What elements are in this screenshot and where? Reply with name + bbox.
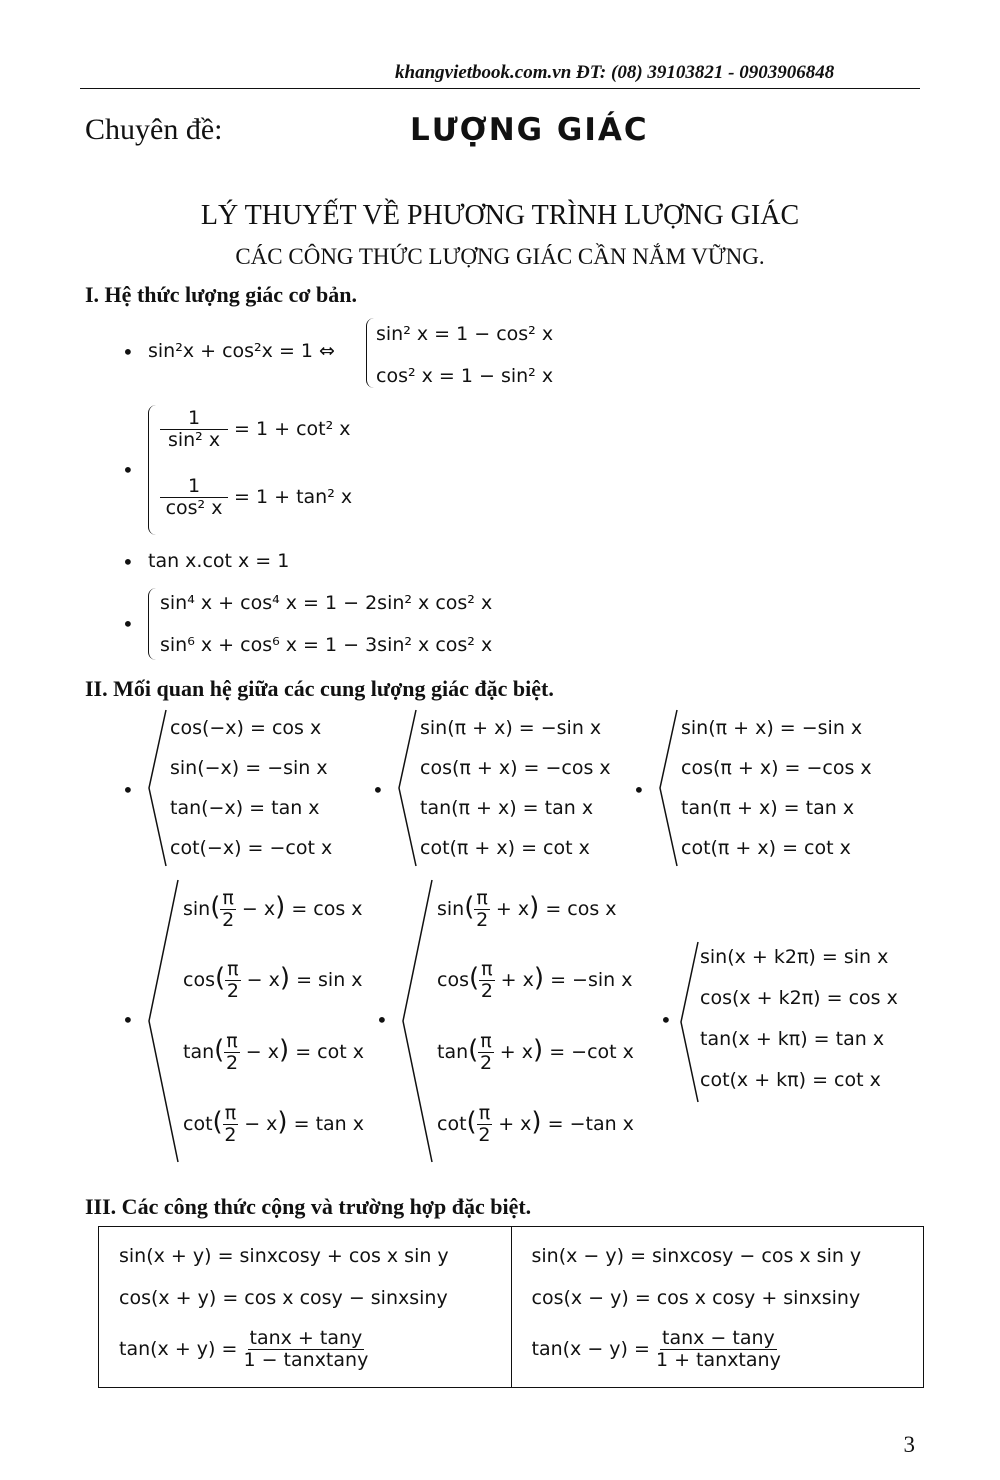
bullet: • — [122, 340, 134, 364]
angle-bracket — [657, 708, 679, 868]
groupE-2: cos( $\frac{\pi}{2}$ + x) = −sin x — [437, 958, 633, 1002]
cos-sum: cos(x + y) = cos x cosy − sinxsiny — [119, 1287, 448, 1309]
angle-bracket — [146, 708, 168, 868]
groupA-3: tan(−x) = tan x — [170, 797, 320, 819]
angle-bracket — [396, 708, 418, 868]
header-rule — [80, 88, 920, 89]
recip-2: $\frac{1}{\text{cos² x}}$ = 1 + tan² x — [160, 476, 352, 519]
tan-diff: tan(x − y) = $\frac{\tan x - \tan y}{\text{1 + tanxtany}}$ — [531, 1326, 781, 1371]
bullet: • — [122, 778, 134, 802]
groupF-3: tan(x + kπ) = tan x — [700, 1028, 885, 1050]
groupF-4: cot(x + kπ) = cot x — [700, 1069, 881, 1091]
groupD-3: tan( $\frac{\pi}{2}$ − x) = cot x — [183, 1030, 364, 1074]
groupD-4: cot( $\frac{\pi}{2}$ − x) = tan x — [183, 1102, 364, 1146]
section2-heading: II. Mối quan hệ giữa các cung lượng giác đặc biệt. — [85, 676, 554, 701]
groupF-2: cos(x + k2π) = cos x — [700, 987, 898, 1009]
groupB-4: cot(π + x) = cot x — [420, 837, 590, 859]
bullet: • — [122, 550, 134, 574]
subtitle: CÁC CÔNG THỨC LƯỢNG GIÁC CẦN NẮM VỮNG. — [235, 244, 765, 269]
tan-sum: tan(x + y) = $\frac{\tan x + \tan y}{\text{1 − tanxtany}}$ — [119, 1326, 369, 1371]
bullet: • — [122, 1008, 134, 1032]
page-number: 3 — [903, 1432, 915, 1457]
main-title: LÝ THUYẾT VỀ PHƯƠNG TRÌNH LƯỢNG GIÁC — [200, 200, 800, 231]
groupE-4: cot( $\frac{\pi}{2}$ + x) = −tan x — [437, 1102, 634, 1146]
sin-sum: sin(x + y) = sinxcosy + cos x sin y — [119, 1245, 449, 1267]
power6-identity: sin⁶ x + cos⁶ x = 1 − 3sin² x cos² x — [160, 634, 493, 656]
groupE-3: tan( $\frac{\pi}{2}$ + x) = −cot x — [437, 1030, 634, 1074]
groupB-2: cos(π + x) = −cos x — [420, 757, 611, 779]
groupA-2: sin(−x) = −sin x — [170, 757, 328, 779]
identity-lhs: sin²x + cos²x = 1 ⇔ — [148, 340, 335, 362]
system-brace — [148, 405, 157, 535]
groupE-1: sin( $\frac{\pi}{2}$ + x) = cos x — [437, 887, 617, 931]
groupA-4: cot(−x) = −cot x — [170, 837, 333, 859]
section1-heading: I. Hệ thức lượng giác cơ bản. — [85, 282, 357, 307]
groupA-1: cos(−x) = cos x — [170, 717, 322, 739]
section3-heading: III. Các công thức cộng và trường hợp đặc biệt. — [85, 1194, 532, 1219]
groupB-1: sin(π + x) = −sin x — [420, 717, 602, 739]
topic-title: LƯỢNG GIÁC — [410, 112, 649, 148]
groupC-2: cos(π + x) = −cos x — [681, 757, 872, 779]
header-site: khangvietbook.com.vn ĐT: (08) 39103821 - 0903906848 — [395, 62, 835, 83]
groupD-1: sin( $\frac{\pi}{2}$ − x) = cos x — [183, 887, 363, 931]
groupC-1: sin(π + x) = −sin x — [681, 717, 863, 739]
tan-cot-identity: tan x.cot x = 1 — [148, 550, 290, 572]
groupF-1: sin(x + k2π) = sin x — [700, 946, 889, 968]
bullet: • — [372, 778, 384, 802]
addition-formula-table — [98, 1226, 924, 1388]
power4-identity: sin⁴ x + cos⁴ x = 1 − 2sin² x cos² x — [160, 592, 493, 614]
groupD-2: cos( $\frac{\pi}{2}$ − x) = sin x — [183, 958, 363, 1002]
identity-sys-2: cos² x = 1 − sin² x — [376, 365, 554, 387]
bullet: • — [376, 1008, 388, 1032]
groupB-3: tan(π + x) = tan x — [420, 797, 594, 819]
angle-bracket — [146, 878, 182, 1164]
angle-bracket — [678, 940, 700, 1104]
sin-diff: sin(x − y) = sinxcosy − cos x sin y — [531, 1245, 862, 1267]
cos-diff: cos(x − y) = cos x cosy + sinxsiny — [531, 1287, 861, 1309]
groupC-3: tan(π + x) = tan x — [681, 797, 855, 819]
system-brace — [148, 588, 157, 660]
bullet: • — [122, 458, 134, 482]
bullet: • — [122, 612, 134, 636]
groupC-4: cot(π + x) = cot x — [681, 837, 851, 859]
bullet: • — [660, 1008, 672, 1032]
angle-bracket — [400, 878, 436, 1164]
addition-right-cell — [511, 1227, 924, 1388]
bullet: • — [633, 778, 645, 802]
chuyen-de-label: Chuyên đề: — [85, 113, 223, 146]
system-brace — [366, 318, 375, 388]
identity-sys-1: sin² x = 1 − cos² x — [376, 323, 554, 345]
recip-1: $\frac{1}{\text{sin² x}}$ = 1 + cot² x — [160, 408, 351, 451]
addition-left-cell — [99, 1227, 512, 1388]
